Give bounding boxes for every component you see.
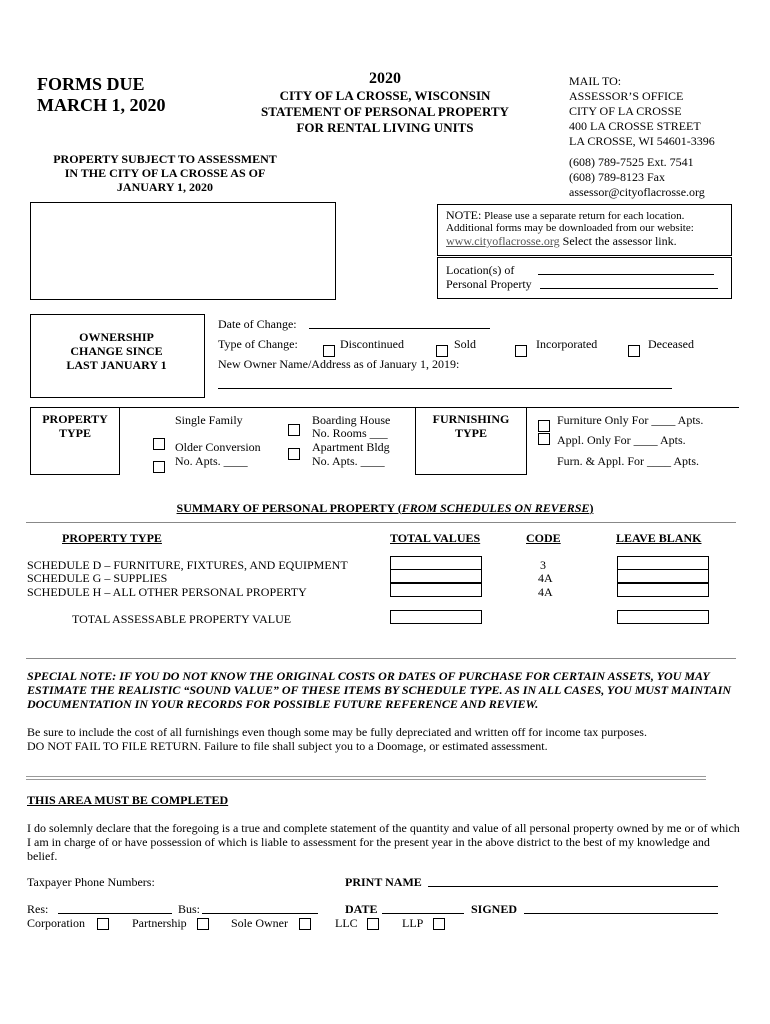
summary-title <box>30 501 740 516</box>
property-type-heading-line: PROPERTY <box>42 412 108 426</box>
mail-line: CITY OF LA CROSSE <box>569 104 682 118</box>
schedule-d-label: SCHEDULE D – FURNITURE, FIXTURES, AND EQUIPMENT <box>27 558 348 572</box>
location-line-1[interactable] <box>538 274 714 275</box>
print-name-label: PRINT NAME <box>345 875 422 889</box>
mail-line: 400 LA CROSSE STREET <box>569 119 701 133</box>
mail-to-block <box>569 74 715 149</box>
schedule-d-blank-box <box>617 556 709 570</box>
date-of-change-line[interactable] <box>309 328 490 329</box>
furnishing-heading-line: FURNISHING <box>432 412 510 426</box>
ownership-heading-line: OWNERSHIP <box>79 330 154 344</box>
total-value-input[interactable] <box>390 610 482 624</box>
signed-label: SIGNED <box>471 902 518 916</box>
boarding-house-checkbox[interactable] <box>288 424 300 436</box>
special-note: SPECIAL NOTE: IF YOU DO NOT KNOW THE ORIGINAL COSTS OR DATES OF PURCHASE FOR CERTAIN ASSETS, YOU MAY ESTIMATE THE REALISTIC “SOUND VALUE” OF THESE ITEMS BY SCHEDULE TYPE. AS IN ALL CASES, YOU MUST MAINTAIN DOCUMENTATION IN YOUR RECORDS FOR POSSIBLE FUTURE REFERENCE AND REVIEW. <box>27 669 732 711</box>
include-cost-text: Be sure to include the cost of all furnishings even though some may be fully depreciated and written off for income tax purposes. <box>27 725 647 739</box>
furnishing-heading <box>415 412 527 440</box>
type-of-change-label: Type of Change: <box>218 337 298 351</box>
must-complete-heading: THIS AREA MUST BE COMPLETED <box>27 793 229 807</box>
llp-label: LLP <box>402 916 424 930</box>
total-label: TOTAL ASSESSABLE PROPERTY VALUE <box>72 612 292 626</box>
sole-owner-checkbox[interactable] <box>299 918 311 930</box>
subject-line: JANUARY 1, 2020 <box>116 180 214 194</box>
apartment-apts-label: No. Apts. ____ <box>312 454 385 468</box>
schedule-h-label: SCHEDULE H – ALL OTHER PERSONAL PROPERTY <box>27 585 307 599</box>
total-blank-box <box>617 610 709 624</box>
summary-title-end: ) <box>589 501 594 515</box>
note-text: Please use a separate return for each location. <box>484 210 685 222</box>
sole-owner-label: Sole Owner <box>231 916 288 930</box>
subject-line: PROPERTY SUBJECT TO ASSESSMENT <box>53 152 277 166</box>
schedule-h-blank-box <box>617 583 709 597</box>
bus-phone-line[interactable] <box>202 913 318 914</box>
do-not-fail-text: DO NOT FAIL TO FILE RETURN. Failure to file shall subject you to a Doomage, or estimated assessment. <box>27 739 548 753</box>
llc-checkbox[interactable] <box>367 918 379 930</box>
apartment-bldg-checkbox[interactable] <box>288 448 300 460</box>
note-label: NOTE: <box>446 208 482 222</box>
furn-appl-label: Furn. & Appl. For ____ Apts. <box>557 454 700 468</box>
discontinued-checkbox[interactable] <box>323 345 335 357</box>
schedule-g-label: SCHEDULE G – SUPPLIES <box>27 571 168 585</box>
contact-block <box>569 155 705 200</box>
schedule-h-code: 4A <box>538 585 553 599</box>
signature-line[interactable] <box>524 913 718 914</box>
website-link[interactable]: www.cityoflacrosse.org <box>446 234 560 248</box>
schedule-g-value-input[interactable] <box>390 569 482 583</box>
furnishing-heading-line: TYPE <box>454 426 487 440</box>
summary-divider <box>26 522 736 523</box>
ownership-heading <box>30 330 203 372</box>
location-line-2[interactable] <box>540 288 718 289</box>
new-owner-label: New Owner Name/Address as of January 1, 2019: <box>218 357 460 371</box>
boarding-house-label: Boarding House <box>312 413 391 427</box>
summary-bottom-divider <box>26 658 736 659</box>
older-conversion-checkbox[interactable] <box>153 461 165 473</box>
deceased-label: Deceased <box>648 337 694 351</box>
furniture-only-checkbox[interactable] <box>538 420 550 432</box>
location-label-1: Location(s) of <box>446 263 515 277</box>
partnership-checkbox[interactable] <box>197 918 209 930</box>
appliance-only-label: Appl. Only For ____ Apts. <box>557 433 686 447</box>
apartment-bldg-label: Apartment Bldg <box>312 440 390 454</box>
city-title: CITY OF LA CROSSE, WISCONSIN <box>279 88 491 103</box>
bus-label: Bus: <box>178 902 201 916</box>
note-line-3 <box>446 234 677 249</box>
schedule-g-code: 4A <box>538 571 553 585</box>
schedule-d-code: 3 <box>540 558 546 572</box>
schedule-g-blank-box <box>617 569 709 583</box>
form-year: 2020 <box>369 70 401 87</box>
property-type-heading <box>30 412 120 440</box>
older-conversion-label: Older Conversion <box>175 440 261 454</box>
incorporated-checkbox[interactable] <box>515 345 527 357</box>
property-type-heading-line: TYPE <box>58 426 91 440</box>
forms-due: FORMS DUE <box>37 74 145 94</box>
form-title-2: FOR RENTAL LIVING UNITS <box>296 120 474 135</box>
summary-title-italic: FROM SCHEDULES ON REVERSE <box>401 501 590 515</box>
new-owner-line[interactable] <box>218 388 672 389</box>
subject-line: IN THE CITY OF LA CROSSE AS OF <box>64 166 266 180</box>
corporation-checkbox[interactable] <box>97 918 109 930</box>
col-total-values: TOTAL VALUES <box>390 531 481 545</box>
declaration-text: I do solemnly declare that the foregoing is a true and complete statement of the quantity and value of all personal property owned by me or of which I am in charge of or have possession of which is liable to assessment for the present year in the above district to the best of my knowledge and belief. <box>27 821 740 863</box>
mail-line: LA CROSSE, WI 54601-3396 <box>569 134 715 148</box>
llc-label: LLC <box>335 916 358 930</box>
section-divider <box>26 776 706 780</box>
res-label: Res: <box>27 902 49 916</box>
deceased-checkbox[interactable] <box>628 345 640 357</box>
single-family-checkbox[interactable] <box>153 438 165 450</box>
taxpayer-address-box[interactable] <box>30 202 336 300</box>
col-property-type: PROPERTY TYPE <box>62 531 162 545</box>
col-leave-blank: LEAVE BLANK <box>616 531 702 545</box>
fax-line: (608) 789-8123 Fax <box>569 170 665 184</box>
date-line[interactable] <box>382 913 464 914</box>
note-line-1 <box>446 208 684 223</box>
older-apts-label: No. Apts. ____ <box>175 454 248 468</box>
corporation-label: Corporation <box>27 916 85 930</box>
subject-block <box>30 152 300 194</box>
note-select: Select the assessor link. <box>562 234 677 248</box>
schedule-h-value-input[interactable] <box>390 583 482 597</box>
email-line: assessor@cityoflacrosse.org <box>569 185 705 199</box>
ownership-heading-line: CHANGE SINCE <box>70 344 163 358</box>
ownership-heading-line: LAST JANUARY 1 <box>66 358 167 372</box>
res-phone-line[interactable] <box>58 913 172 914</box>
col-code: CODE <box>526 531 561 545</box>
form-title-1: STATEMENT OF PERSONAL PROPERTY <box>261 104 509 119</box>
due-date: MARCH 1, 2020 <box>37 95 166 115</box>
mail-line: ASSESSOR’S OFFICE <box>569 89 684 103</box>
furniture-only-label: Furniture Only For ____ Apts. <box>557 413 704 427</box>
discontinued-label: Discontinued <box>340 337 404 351</box>
schedule-d-value-input[interactable] <box>390 556 482 570</box>
incorporated-label: Incorporated <box>536 337 598 351</box>
date-of-change-label: Date of Change: <box>218 317 297 331</box>
phone-line: (608) 789-7525 Ext. 7541 <box>569 155 694 169</box>
phone-label: Taxpayer Phone Numbers: <box>27 875 155 889</box>
single-family-label: Single Family <box>175 413 243 427</box>
date-label: DATE <box>345 902 378 916</box>
note-line-2: Additional forms may be downloaded from our website: <box>446 222 694 234</box>
rooms-label: No. Rooms ___ <box>312 426 388 440</box>
mail-line: MAIL TO: <box>569 74 622 88</box>
sold-checkbox[interactable] <box>436 345 448 357</box>
summary-title-main: SUMMARY OF PERSONAL PROPERTY ( <box>176 501 402 515</box>
partnership-label: Partnership <box>132 916 187 930</box>
location-label-2: Personal Property <box>446 277 532 291</box>
sold-label: Sold <box>454 337 477 351</box>
llp-checkbox[interactable] <box>433 918 445 930</box>
appliance-only-checkbox[interactable] <box>538 433 550 445</box>
print-name-line[interactable] <box>428 886 718 887</box>
